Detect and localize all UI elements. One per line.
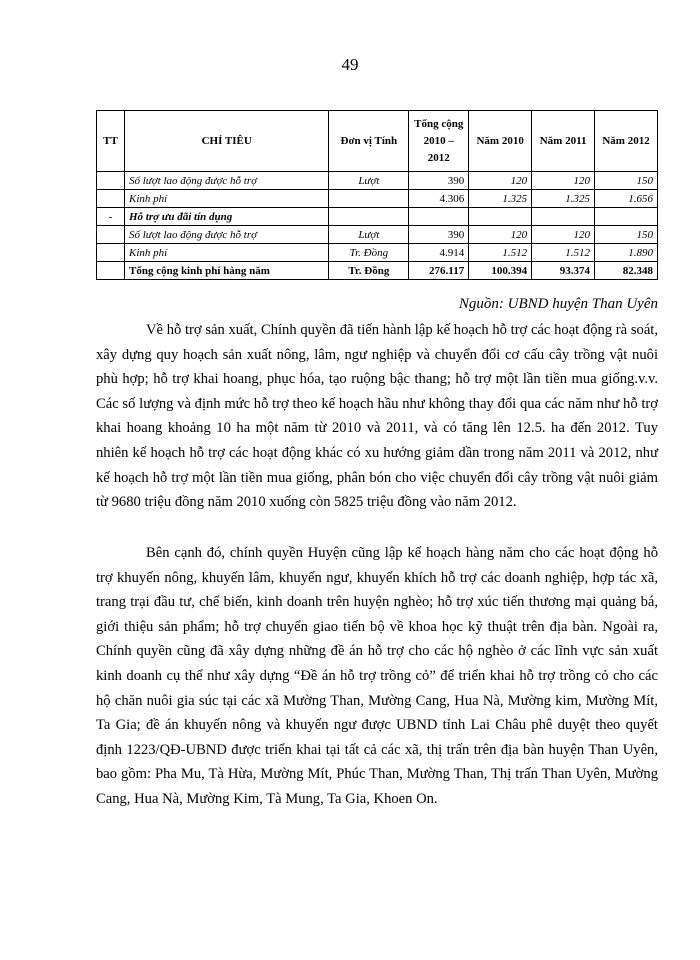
row-tong: 276.117 (409, 262, 469, 280)
support-budget-table (96, 110, 658, 280)
table-row (97, 190, 658, 208)
row-don-vi (329, 190, 409, 208)
header-nam-2010: Năm 2010 (469, 111, 532, 172)
row-2010: 1.325 (469, 190, 532, 208)
table-header-row (97, 111, 658, 172)
row-chi-tieu: Số lượt lao động được hỗ trợ (124, 226, 328, 244)
row-tong (409, 208, 469, 226)
row-chi-tieu: Hỗ trợ ưu đãi tín dụng (124, 208, 328, 226)
table-source: Nguồn: UBND huyện Than Uyên (458, 296, 658, 312)
row-2010: 1.512 (469, 244, 532, 262)
row-2011 (532, 208, 595, 226)
header-nam-2011: Năm 2011 (532, 111, 595, 172)
header-nam-2012: Năm 2012 (595, 111, 658, 172)
row-2012 (595, 208, 658, 226)
row-2011: 1.512 (532, 244, 595, 262)
paragraph-extension-support: Bên cạnh đó, chính quyền Huyện cũng lập kế hoạch hàng năm cho các hoạt động hỗ trợ khuyến nông, khuyến lâm, khuyến ngư, khuyến khích hỗ trợ các doanh nghiệp, hợp tác xã, trang trại đầu tư, chế biến, kinh doanh trên huyện nghèo; hỗ trợ xúc tiến thương mại quảng bá, giới thiệu sản phẩm; hỗ trợ chuyển giao tiến bộ về khoa học kỹ thuật trên địa bàn. Ngoài ra, Chính quyền cũng đã xây dựng những đề án hỗ trợ cho các hộ nghèo ở các lĩnh vực sản xuất kinh doanh cụ thể như xây dựng “Đề án hỗ trợ trồng cỏ” để triển khai hỗ trợ trồng cỏ cho các hộ chăn nuôi gia súc tại các xã Mường Than, Mường Cang, Hua Nà, Mường kim, Mường Mít, Ta Gia; đề án khuyến nông và khuyến ngư được UBND tỉnh Lai Châu phê duyệt theo quyết định 1223/QĐ-UBND được triển khai tại tất cả các xã, thị trấn trên địa bàn huyện Than Uyên, bao gồm: Pha Mu, Tà Hừa, Mường Mít, Phúc Than, Mường Than, Thị trấn Than Uyên, Mường Cang, Hua Nà, Mường Kim, Tà Mung, Ta Gia, Khoen On. (96, 545, 658, 807)
row-don-vi: Tr. Đồng (329, 262, 409, 280)
row-tt (97, 172, 125, 190)
row-tt: - (97, 208, 125, 226)
header-chi-tieu: CHỈ TIÊU (124, 111, 328, 172)
row-2011: 120 (532, 226, 595, 244)
row-don-vi: Lượt (329, 172, 409, 190)
row-2010: 100.394 (469, 262, 532, 280)
row-chi-tieu: Kinh phí (124, 244, 328, 262)
page-number: 49 (341, 55, 359, 74)
row-2012: 1.890 (595, 244, 658, 262)
table-row (97, 226, 658, 244)
row-don-vi (329, 208, 409, 226)
row-tong: 390 (409, 226, 469, 244)
header-tt: TT (97, 111, 125, 172)
row-2012: 150 (595, 172, 658, 190)
row-2010: 120 (469, 172, 532, 190)
row-chi-tieu: Tổng cộng kinh phí hàng năm (124, 262, 328, 280)
header-tong-cong: Tổng cộng 2010 – 2012 (409, 111, 469, 172)
header-don-vi: Đơn vị Tính (329, 111, 409, 172)
row-don-vi: Lượt (329, 226, 409, 244)
row-tong: 4.306 (409, 190, 469, 208)
row-tt (97, 190, 125, 208)
table-total-row (97, 262, 658, 280)
paragraph-production-support: Về hỗ trợ sản xuất, Chính quyền đã tiến hành lập kế hoạch hỗ trợ các hoạt động rà soát, xây dựng quy hoạch sản xuất nông, lâm, ngư nghiệp và chuyển đổi cơ cấu cây trồng vật nuôi phù hợp; hỗ trợ khai hoang, phục hóa, tạo ruộng bậc thang; hỗ trợ một lần tiền mua giống.v.v. Các số lượng và định mức hỗ trợ theo kế hoạch hầu như không thay đổi qua các năm như hỗ trợ khai hoang khoảng 10 ha một năm từ 2010 và 2011, và có tăng lên 12.5. ha đến 2012. Tuy nhiên kế hoạch hỗ trợ các hoạt động khác có xu hướng giảm dần trong năm 2011 và 2012, như kế hoạch hỗ trợ một lần tiền mua giống, phân bón cho việc chuyển đổi cây trồng vật nuôi giảm từ 9680 triệu đồng năm 2010 xuống còn 5825 triệu đồng vào năm 2012. (96, 322, 658, 511)
row-tt (97, 262, 125, 280)
row-2010 (469, 208, 532, 226)
row-tt (97, 226, 125, 244)
table-row (97, 208, 658, 226)
row-2010: 120 (469, 226, 532, 244)
row-2012: 1.656 (595, 190, 658, 208)
row-tong: 390 (409, 172, 469, 190)
row-2011: 1.325 (532, 190, 595, 208)
row-2012: 82.348 (595, 262, 658, 280)
row-2011: 93.374 (532, 262, 595, 280)
row-don-vi: Tr. Đồng (329, 244, 409, 262)
row-chi-tieu: Kinh phí (124, 190, 328, 208)
table-row (97, 172, 658, 190)
table-row (97, 244, 658, 262)
row-2011: 120 (532, 172, 595, 190)
row-tong: 4.914 (409, 244, 469, 262)
row-chi-tieu: Số lượt lao động được hỗ trợ (124, 172, 328, 190)
row-tt (97, 244, 125, 262)
row-2012: 150 (595, 226, 658, 244)
